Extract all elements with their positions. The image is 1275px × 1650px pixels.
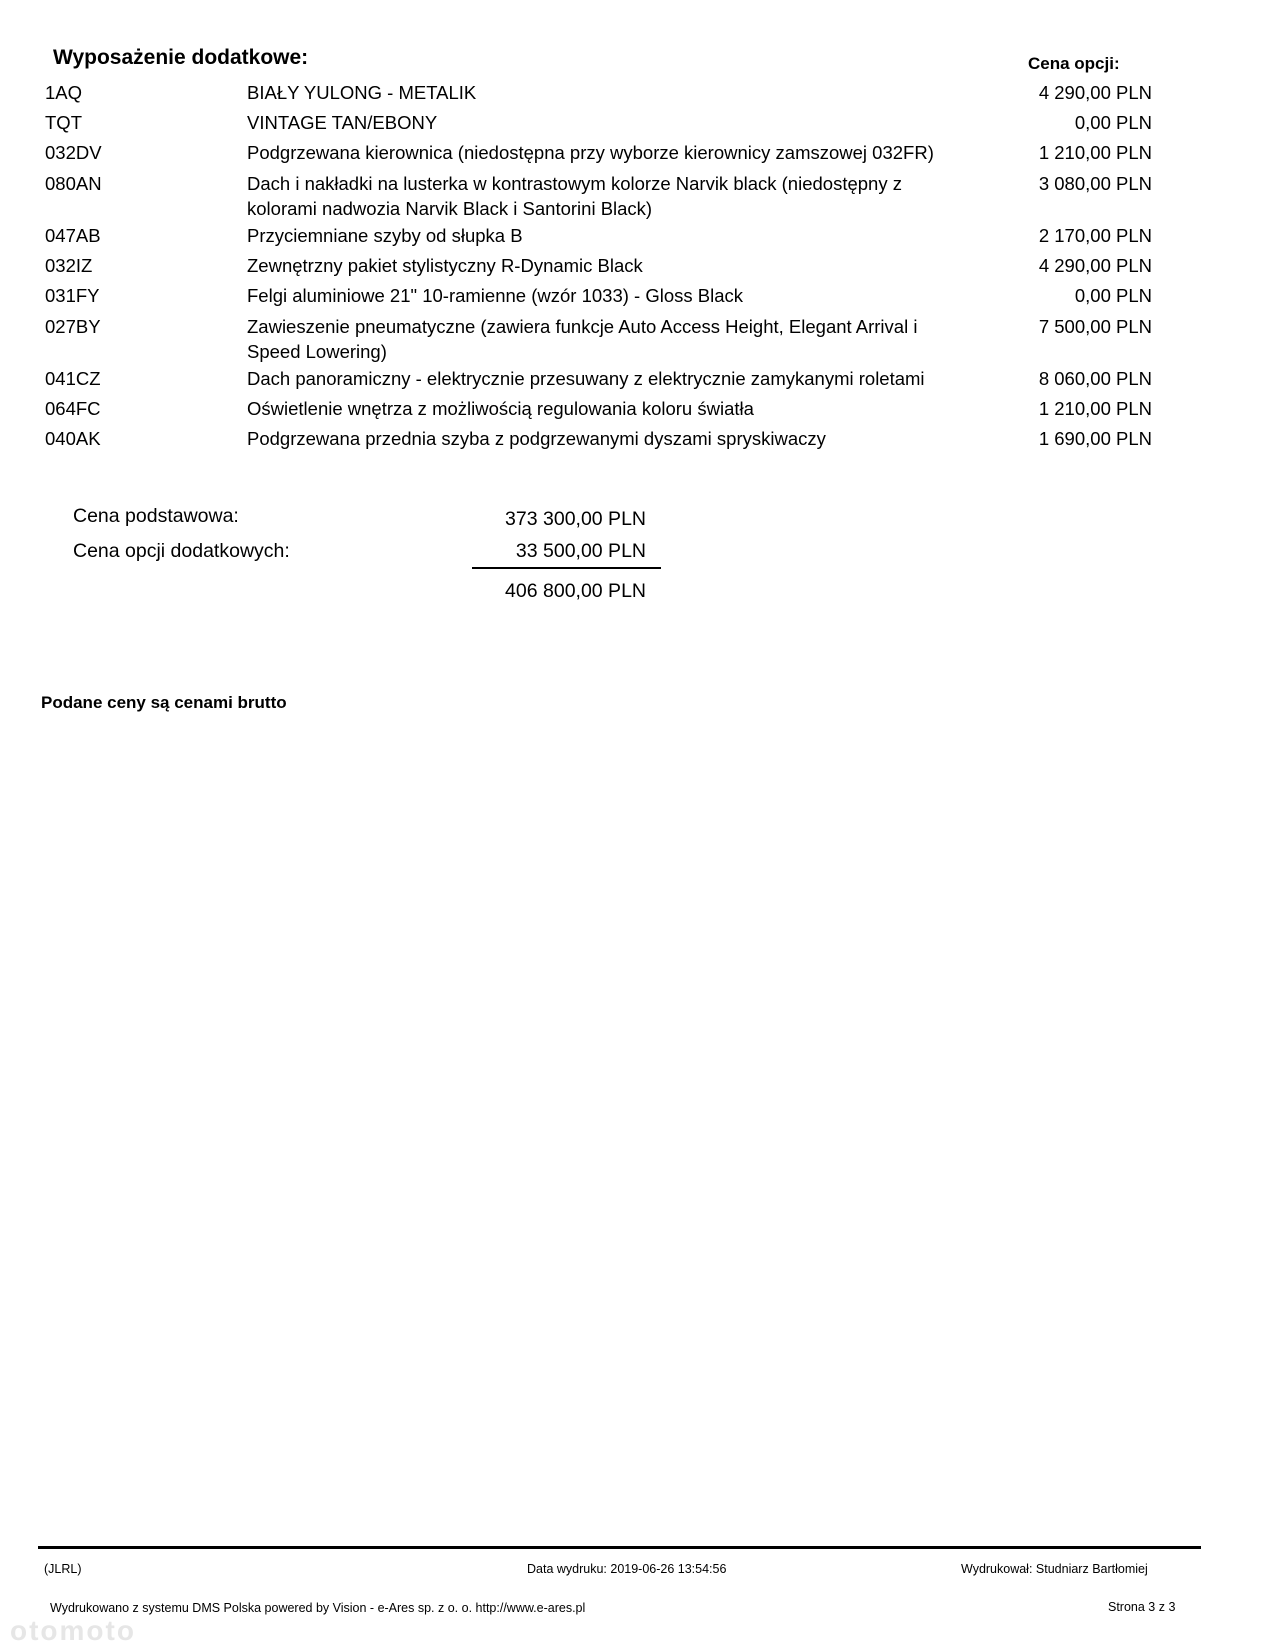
- option-price: 3 080,00 PLN: [1038, 173, 1152, 194]
- option-code: 041CZ: [45, 368, 101, 389]
- option-description: Zawieszenie pneumatyczne (zawiera funkcje Auto Access Height, Elegant Arrival i Speed Lowering): [247, 316, 918, 362]
- option-price: 4 290,00 PLN: [1038, 82, 1152, 103]
- price-column-heading: Cena opcji:: [1028, 54, 1120, 73]
- watermark-logo: otomoto: [10, 1615, 136, 1646]
- option-code: 047AB: [45, 225, 101, 246]
- option-code: 032IZ: [45, 255, 93, 276]
- options-price-value: 33 500,00 PLN: [515, 540, 646, 562]
- option-description: Oświetlenie wnętrza z możliwością regulowania koloru światła: [247, 398, 754, 419]
- options-price-label: Cena opcji dodatkowych:: [73, 540, 290, 562]
- option-price: 2 170,00 PLN: [1038, 225, 1152, 246]
- option-price: 8 060,00 PLN: [1038, 368, 1152, 389]
- option-price: 7 500,00 PLN: [1038, 316, 1152, 337]
- option-code: 080AN: [45, 173, 102, 194]
- total-price-value: 406 800,00 PLN: [505, 580, 646, 602]
- section-heading: Wyposażenie dodatkowe:: [53, 46, 309, 69]
- option-code: 032DV: [45, 142, 102, 163]
- option-price: 1 210,00 PLN: [1038, 142, 1152, 163]
- option-code: 040AK: [45, 428, 101, 449]
- option-price: 0,00 PLN: [1074, 112, 1152, 133]
- footer-page-number: Strona 3 z 3: [1108, 1600, 1176, 1614]
- base-price-label: Cena podstawowa:: [73, 505, 239, 527]
- option-code: 1AQ: [45, 82, 83, 103]
- option-description: Przyciemniane szyby od słupka B: [247, 225, 523, 246]
- footer-print-date: Data wydruku: 2019-06-26 13:54:56: [527, 1562, 727, 1576]
- option-code: 031FY: [45, 285, 100, 306]
- option-description: Podgrzewana kierownica (niedostępna przy wyborze kierownicy zamszowej 032FR): [247, 142, 934, 163]
- option-description: VINTAGE TAN/EBONY: [247, 112, 438, 133]
- option-price: 1 210,00 PLN: [1038, 398, 1152, 419]
- option-code: 027BY: [45, 316, 101, 337]
- option-description: Dach i nakładki na lusterka w kontrastowym kolorze Narvik black (niedostępny z kolorami nadwozia Narvik Black i Santorini Black): [247, 173, 902, 219]
- option-description: BIAŁY YULONG - METALIK: [247, 82, 477, 103]
- option-code: 064FC: [45, 398, 101, 419]
- option-description: Zewnętrzny pakiet stylistyczny R-Dynamic Black: [247, 255, 643, 276]
- option-price: 4 290,00 PLN: [1038, 255, 1152, 276]
- option-description: Dach panoramiczny - elektrycznie przesuwany z elektrycznie zamykanymi roletami: [247, 368, 925, 389]
- option-description: Felgi aluminiowe 21" 10-ramienne (wzór 1033) - Gloss Black: [247, 285, 743, 306]
- footer-code: (JLRL): [44, 1562, 82, 1576]
- footer-system-info: Wydrukowano z systemu DMS Polska powered by Vision - e-Ares sp. z o. o. http://www.e-ares.pl: [50, 1601, 586, 1615]
- sum-divider: [472, 567, 661, 569]
- option-price: 0,00 PLN: [1074, 285, 1152, 306]
- gross-price-note: Podane ceny są cenami brutto: [41, 693, 287, 712]
- base-price-value: 373 300,00 PLN: [505, 508, 646, 530]
- footer-printed-by: Wydrukował: Studniarz Bartłomiej: [961, 1562, 1148, 1576]
- option-code: TQT: [45, 112, 82, 133]
- option-price: 1 690,00 PLN: [1038, 428, 1152, 449]
- footer-divider: [38, 1546, 1201, 1549]
- option-description: Podgrzewana przednia szyba z podgrzewanymi dyszami spryskiwaczy: [247, 428, 826, 449]
